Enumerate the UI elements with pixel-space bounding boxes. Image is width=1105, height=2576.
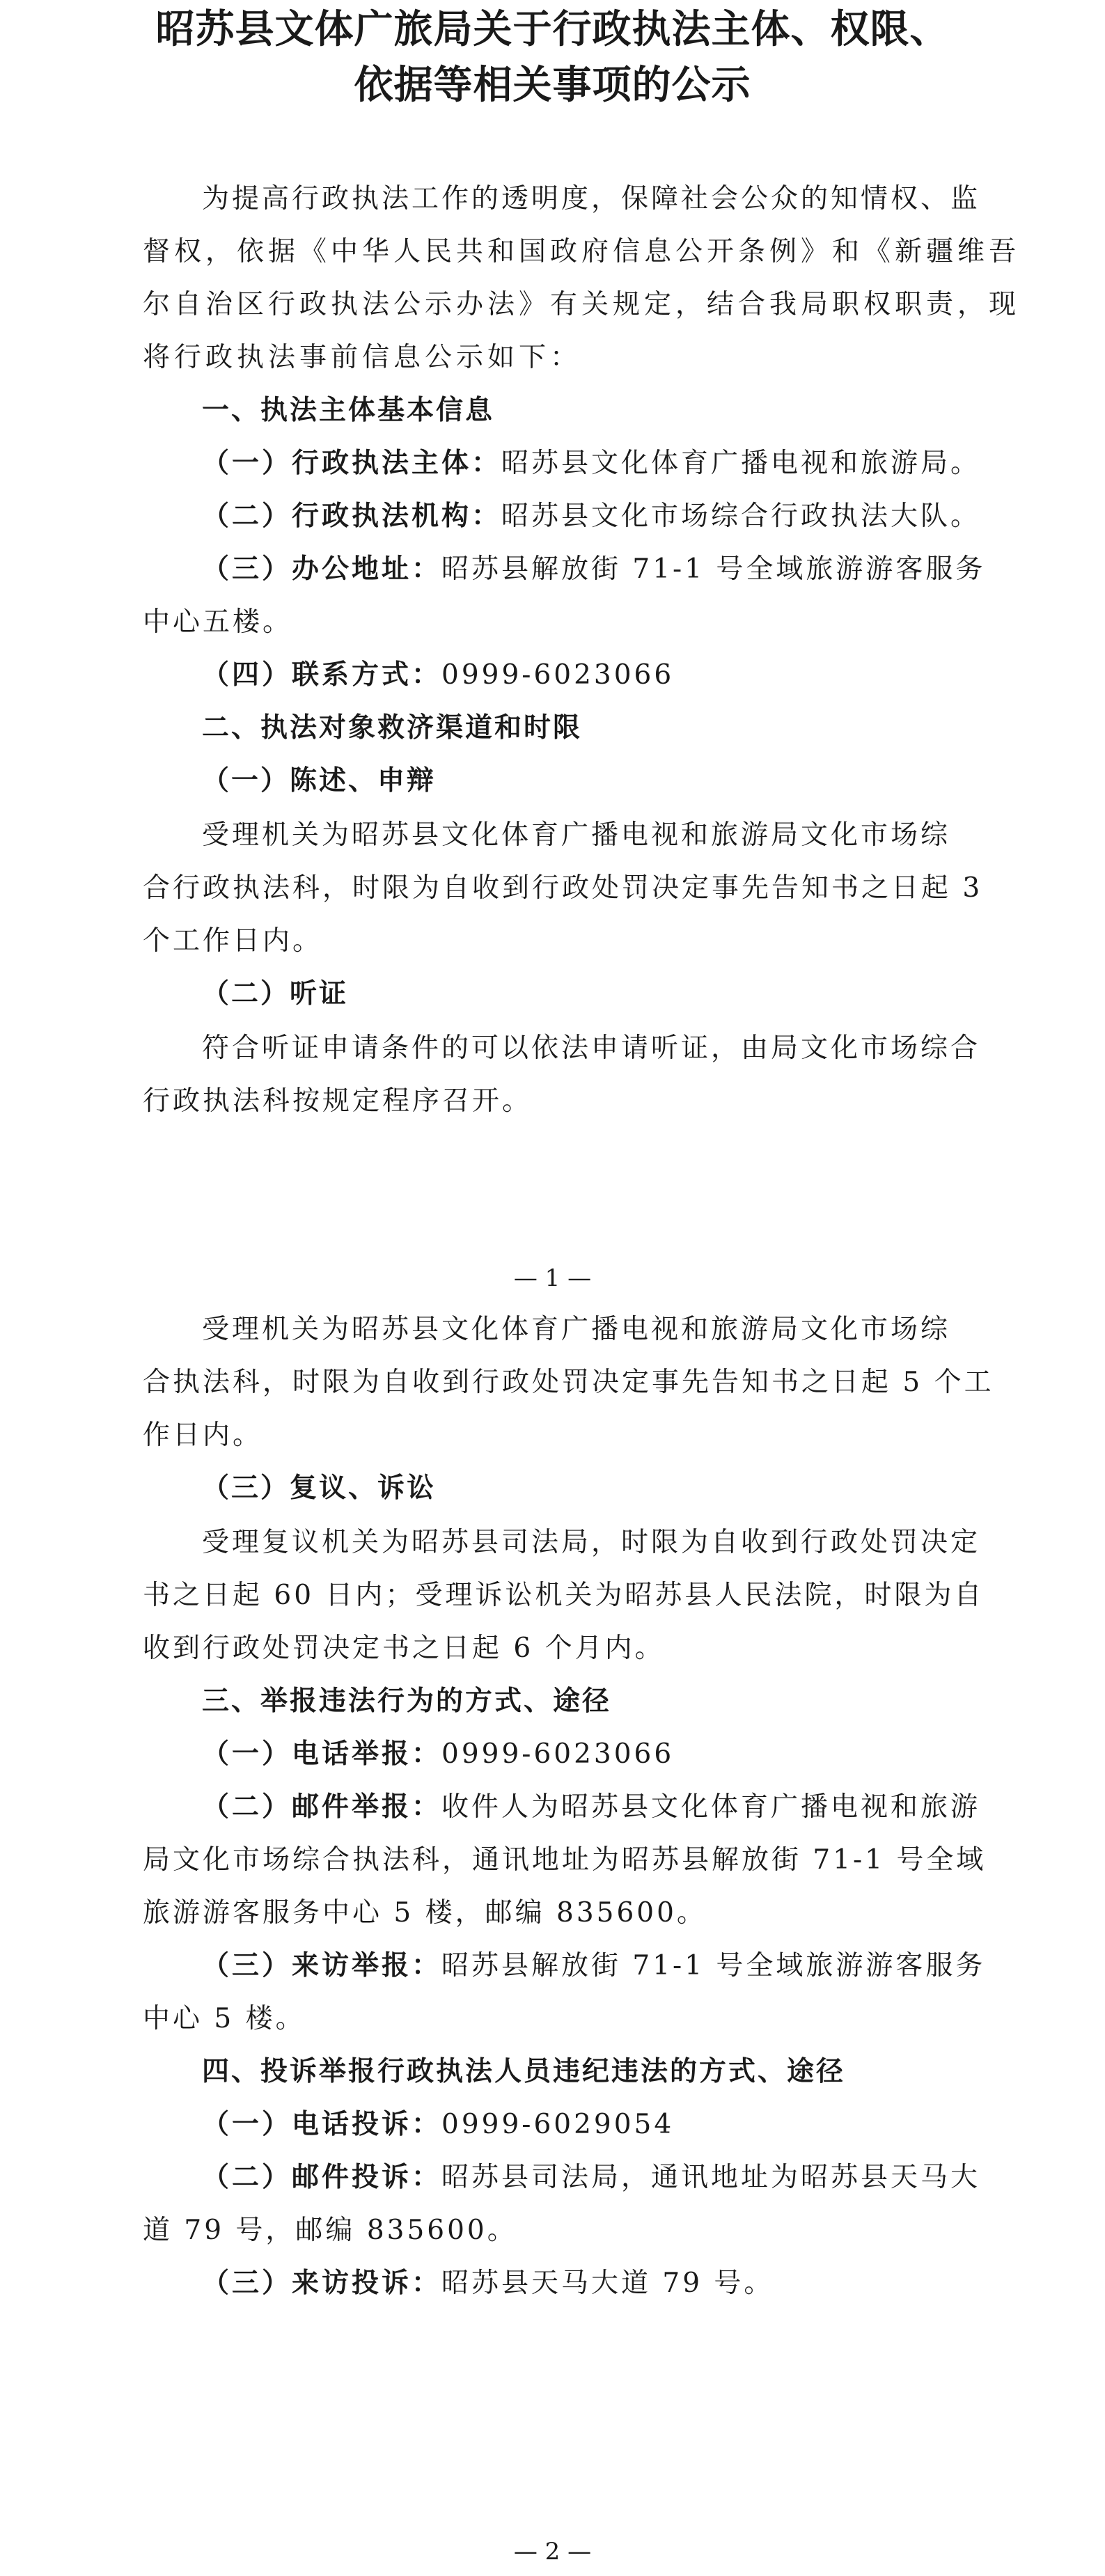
s2-sub-3-line-3: 收到行政处罚决定书之日起 6 个月内。	[143, 1633, 665, 1664]
s3-item-1-value: 0999-6023066	[441, 1738, 675, 1770]
s3-item-3-label: （三）来访举报：	[202, 1950, 442, 1981]
page-number-2: — 2 —	[513, 2538, 592, 2566]
s3-item-2-label: （二）邮件举报：	[202, 1791, 442, 1823]
s1-item-4	[202, 656, 1024, 695]
intro-line-4: 将行政执法事前信息公示如下：	[143, 342, 582, 373]
s1-item-4-value: 0999-6023066	[441, 659, 675, 691]
s3-item-2-value: 收件人为昭苏县文化体育广播电视和旅游	[441, 1791, 981, 1823]
document-title-line-1: 昭苏县文体广旅局关于行政执法主体、权限、	[155, 6, 950, 52]
s2-sub-3-heading: （三）复议、诉讼	[202, 1472, 437, 1504]
section-4-heading: 四、投诉举报行政执法人员违纪违法的方式、途径	[202, 2056, 846, 2087]
s3-item-3	[202, 1947, 1024, 1986]
s1-item-1	[202, 444, 1024, 483]
intro-line-2: 督权，依据《中华人民共和国政府信息公开条例》和《新疆维吾	[143, 236, 1021, 267]
section-2-heading: 二、执法对象救济渠道和时限	[202, 712, 583, 744]
s4-item-1-label: （一）电话投诉：	[202, 2109, 442, 2140]
p2-continuation-line-3: 作日内。	[143, 1420, 263, 1451]
s1-item-3	[202, 550, 1024, 589]
s3-item-3-continuation: 中心 5 楼。	[143, 2003, 306, 2034]
s1-item-2	[202, 497, 1024, 536]
s3-item-2-continuation-1: 局文化市场综合执法科，通讯地址为昭苏县解放街 71-1 号全域	[143, 1844, 987, 1876]
intro-line-3: 尔自治区行政执法公示办法》有关规定，结合我局职权职责，现	[143, 289, 1021, 320]
s2-sub-1-line-2: 合行政执法科，时限为自收到行政处罚决定事先告知书之日起 3	[143, 872, 983, 904]
s2-sub-2-heading: （二）听证	[202, 978, 349, 1010]
s1-item-4-label: （四）联系方式：	[202, 659, 442, 691]
s2-sub-1-line-3: 个工作日内。	[143, 925, 323, 957]
s3-item-1-label: （一）电话举报：	[202, 1738, 442, 1770]
s4-item-2-label: （二）邮件投诉：	[202, 2162, 442, 2193]
s3-item-2	[202, 1788, 1024, 1827]
section-3-heading: 三、举报违法行为的方式、途径	[202, 1686, 612, 1717]
s4-item-3	[202, 2264, 1024, 2303]
p2-continuation-line-1: 受理机关为昭苏县文化体育广播电视和旅游局文化市场综	[202, 1314, 951, 1345]
s4-item-2-value: 昭苏县司法局，通讯地址为昭苏县天马大	[441, 2162, 981, 2193]
page-number-1: — 1 —	[513, 1264, 592, 1292]
section-1-heading: 一、执法主体基本信息	[202, 395, 495, 426]
s2-sub-2-line-1: 符合听证申请条件的可以依法申请听证，由局文化市场综合	[202, 1032, 981, 1064]
s1-item-3-label: （三）办公地址：	[202, 553, 442, 585]
s4-item-3-value: 昭苏县天马大道 79 号。	[441, 2268, 774, 2299]
document-title-line-2: 依据等相关事项的公示	[354, 62, 751, 108]
s1-item-1-value: 昭苏县文化体育广播电视和旅游局。	[501, 448, 981, 479]
s3-item-1	[202, 1735, 1024, 1774]
s1-item-2-label: （二）行政执法机构：	[202, 501, 502, 532]
s3-item-2-continuation-2: 旅游游客服务中心 5 楼，邮编 835600。	[143, 1897, 707, 1929]
s3-item-3-value: 昭苏县解放街 71-1 号全域旅游游客服务	[441, 1950, 986, 1981]
s4-item-2-continuation: 道 79 号，邮编 835600。	[143, 2215, 517, 2246]
s1-item-3-value: 昭苏县解放街 71-1 号全域旅游游客服务	[441, 553, 986, 585]
s1-item-1-label: （一）行政执法主体：	[202, 448, 502, 479]
s1-item-3-continuation: 中心五楼。	[143, 606, 293, 638]
s4-item-1	[202, 2105, 1024, 2144]
s1-item-2-value: 昭苏县文化市场综合行政执法大队。	[501, 501, 981, 532]
s2-sub-2-line-2: 行政执法科按规定程序召开。	[143, 1085, 533, 1117]
s4-item-2	[202, 2158, 1024, 2197]
s2-sub-1-heading: （一）陈述、申辩	[202, 765, 437, 796]
s2-sub-3-line-2: 书之日起 60 日内；受理诉讼机关为昭苏县人民法院，时限为自	[143, 1580, 985, 1611]
s2-sub-1-line-1: 受理机关为昭苏县文化体育广播电视和旅游局文化市场综	[202, 819, 951, 851]
p2-continuation-line-2: 合执法科，时限为自收到行政处罚决定事先告知书之日起 5 个工	[143, 1367, 994, 1398]
s2-sub-3-line-1: 受理复议机关为昭苏县司法局，时限为自收到行政处罚决定	[202, 1527, 981, 1558]
intro-line-1: 为提高行政执法工作的透明度，保障社会公众的知情权、监	[202, 183, 981, 214]
s4-item-1-value: 0999-6029054	[441, 2109, 675, 2140]
s4-item-3-label: （三）来访投诉：	[202, 2268, 442, 2299]
